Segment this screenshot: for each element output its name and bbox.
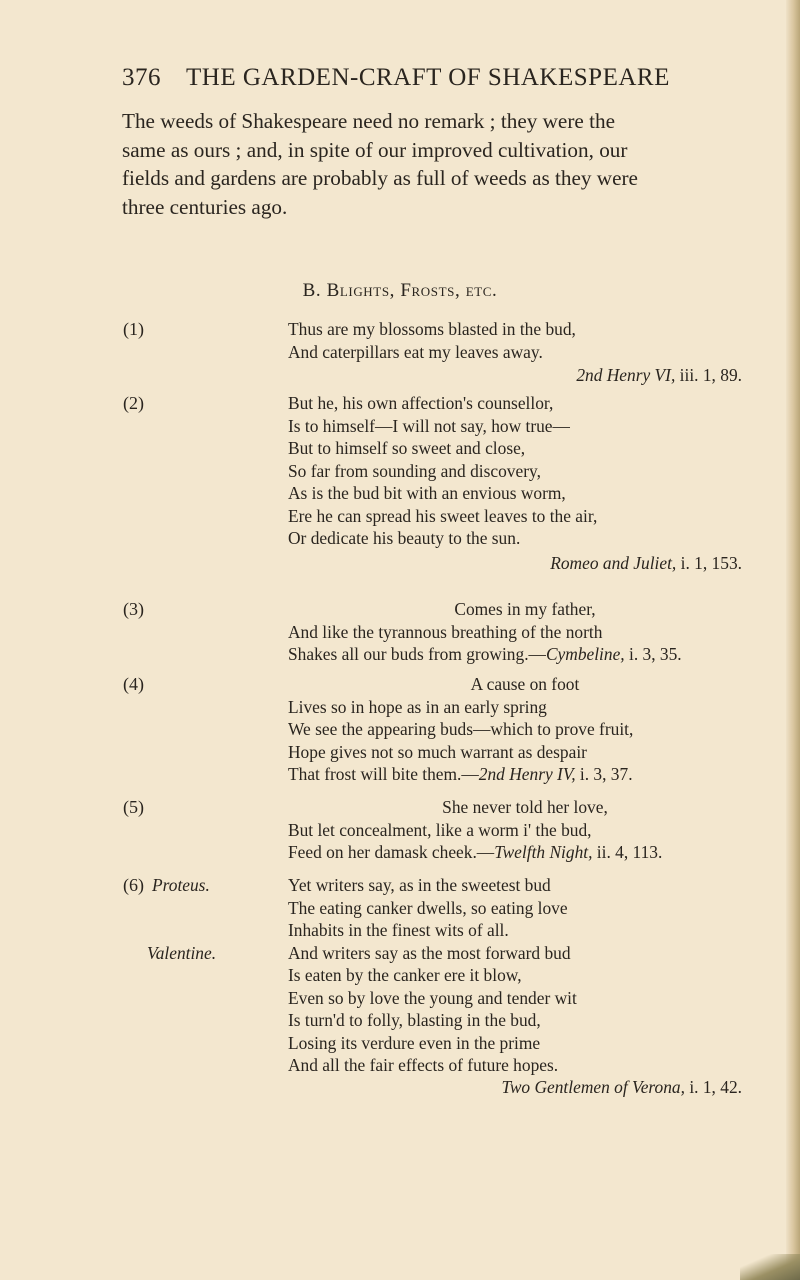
verse-line-end: That frost will bite them.— [288,764,479,784]
citation-work: Two Gentlemen of Verona, [501,1077,685,1097]
citation [576,364,742,387]
intro-line: same as ours ; and, in spite of our improved cultivation, our [122,137,628,162]
page-corner-shadow [740,1254,800,1280]
citation-ref: iii. 1, 89. [675,365,742,385]
citation-ref: i. 1, 153. [676,553,742,573]
verse-line: We see the appearing buds—which to prove fruit, [288,719,634,739]
citation-work: Twelfth Night, [494,842,593,862]
verse-line: Ere he can spread his sweet leaves to the air, [288,505,598,526]
verse-line: A cause on foot [470,674,580,694]
verse-line: She never told her love, [442,797,608,817]
verse-line: Or dedicate his beauty to the sun. [288,528,521,548]
verse-line: Inhabits in the finest wits of all. [288,920,509,940]
verse-line: Hope gives not so much warrant as despair [288,741,587,762]
section-title: Blights, Frosts, etc. [326,280,498,301]
verse-lines [288,796,762,864]
verse-lines [288,874,762,1077]
verse-line [288,643,762,666]
verse-line: Is to himself—I will not say, how true— [288,415,570,436]
entry-number: (6) [123,875,144,895]
verse-lines [288,598,762,666]
entry-number: (1) [123,319,144,339]
book-title: THE GARDEN-CRAFT OF SHAKESPEARE [186,64,670,91]
entry-number: (2) [123,393,144,413]
speaker-label: Valentine. [147,942,217,963]
section-heading [0,280,800,302]
verse-line: Losing its verdure even in the prime [288,1032,541,1053]
verse-line: So far from sounding and discovery, [288,460,541,481]
intro-line: The weeds of Shakespeare need no remark ; they were the [122,109,615,133]
verse-line: Is eaten by the canker ere it blow, [288,965,522,985]
verse-line: But to himself so sweet and close, [288,438,526,458]
citation-work: 2nd Henry IV, [478,764,576,784]
citation-ref: ii. 4, 113. [592,842,663,862]
verse-line: And writers say as the most forward bud [288,942,571,963]
intro-line: fields and gardens are probably as full of weeds as they were [122,166,638,190]
speaker-label: Proteus. [152,875,210,895]
verse-line: As is the bud bit with an envious worm, [288,483,566,503]
verse-line-end: Shakes all our buds from growing.— [288,644,546,664]
verse-line: Yet writers say, as in the sweetest bud [288,875,551,895]
verse-line: And caterpillars eat my leaves away. [288,341,543,362]
verse-line: Lives so in hope as in an early spring [288,696,547,717]
verse-line: Is turn'd to folly, blasting in the bud, [288,1010,541,1030]
citation-work: Cymbeline, [545,644,625,664]
verse-line: The eating canker dwells, so eating love [288,897,568,918]
page-number: 376 [122,64,161,91]
verse-lines [288,673,762,786]
verse-line [288,763,762,786]
verse-line: But let concealment, like a worm i' the bud, [288,819,592,840]
intro-line: three centuries ago. [122,194,288,219]
verse-line: But he, his own affection's counsellor, [288,393,554,413]
citation-work: 2nd Henry VI, [576,365,676,385]
verse-line: Even so by love the young and tender wit [288,987,577,1008]
verse-line: And like the tyrannous breathing of the north [288,621,603,642]
verse-lines [288,392,762,550]
citation [501,1076,742,1099]
page-edge [786,0,800,1280]
verse-line: Thus are my blossoms blasted in the bud, [288,319,576,339]
intro-paragraph [122,107,765,221]
entry-number: (3) [123,599,144,619]
entry-number: (5) [123,797,144,817]
citation [550,552,742,575]
verse-line-end: Feed on her damask cheek.— [288,842,495,862]
verse-line [288,841,762,864]
verse-lines [288,318,762,363]
citation-ref: i. 3, 37. [575,764,633,784]
citation-ref: i. 3, 35. [624,644,682,664]
section-letter: B. [302,280,322,301]
verse-line: Comes in my father, [454,599,596,619]
verse-line: And all the fair effects of future hopes. [288,1055,559,1075]
citation-work: Romeo and Juliet, [550,553,677,573]
entry-number: (4) [123,674,144,694]
citation-ref: i. 1, 42. [684,1077,742,1097]
running-head [122,64,762,92]
